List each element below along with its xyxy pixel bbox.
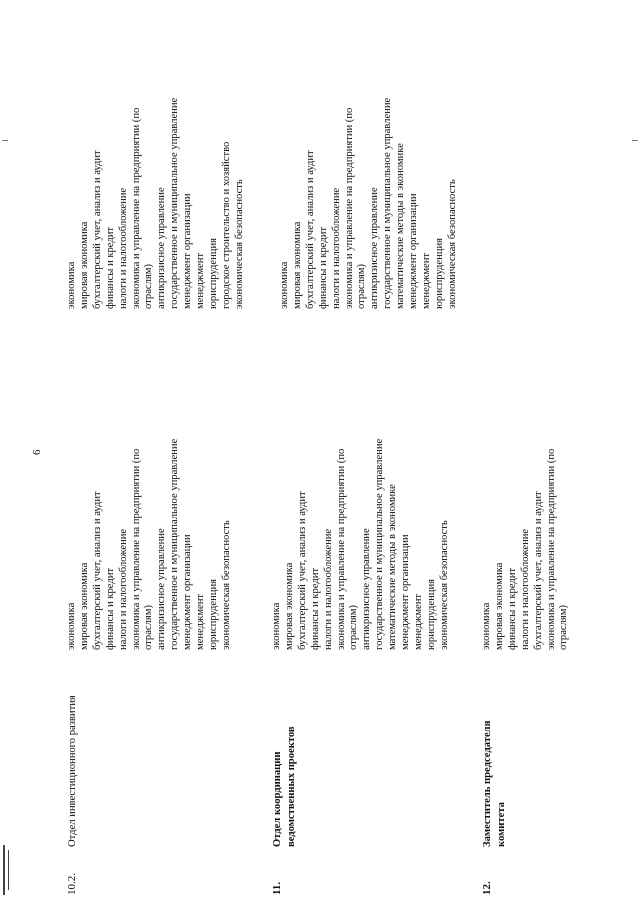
- row-number: 11.: [271, 881, 283, 895]
- row-number: 10.2.: [66, 873, 78, 895]
- page-number: 6: [31, 449, 43, 455]
- scan-edge-mark: [3, 845, 5, 895]
- specialties-column-1: экономика мировая экономика финансы и кредит налоги и налогообложение бухгалтерский учет, анализ и аудит экономика и управление на предприятии (по отраслям): [481, 448, 570, 650]
- row-name: Заместитель председателя комитета: [482, 720, 507, 847]
- specialties-column-1: экономика мировая экономика бухгалтерский учет, анализ и аудит финансы и кредит налоги и налогообложение экономика и управление на предприятии (по отраслям) антикризисное управление государственное и муниципальное управление математические методы в экономике менеджмент организации менеджмент юриспруденция экономическая безопасность: [271, 438, 450, 650]
- row-number: 12.: [481, 881, 493, 895]
- specialties-column-2: экономика мировая экономика бухгалтерский учет, анализ и аудит финансы и кредит налоги и налогообложение экономика и управление на предприятии (по отраслям) антикризисное управление государственное и муниципальное управление менеджмент организации менеджмент юриспруденция городское строительство и хозяйство экономическая безопасность: [66, 97, 245, 309]
- scan-edge-mark: [8, 850, 9, 890]
- scan-edge-mark: [632, 140, 638, 141]
- specialties-column-1: экономика мировая экономика бухгалтерский учет, анализ и аудит финансы и кредит налоги и налогообложение экономика и управление на предприятии (по отраслям) антикризисное управление государственное и муниципальное управление менеджмент организации менеджмент юриспруденция экономическая безопасность: [66, 438, 232, 650]
- specialties-column-2: экономика мировая экономика бухгалтерский учет, анализ и аудит финансы и кредит налоги и налогообложение экономика и управление на предприятии (по отраслям) антикризисное управление государственное и муниципальное управление математические методы в экономике менеджмент организации менеджмент юриспруденция экономическая безопасность: [279, 97, 458, 309]
- scan-edge-mark: [2, 140, 8, 141]
- row-name: Отдел инвестиционного развития: [67, 695, 78, 847]
- row-name: Отдел координации ведомственных проектов: [272, 726, 297, 847]
